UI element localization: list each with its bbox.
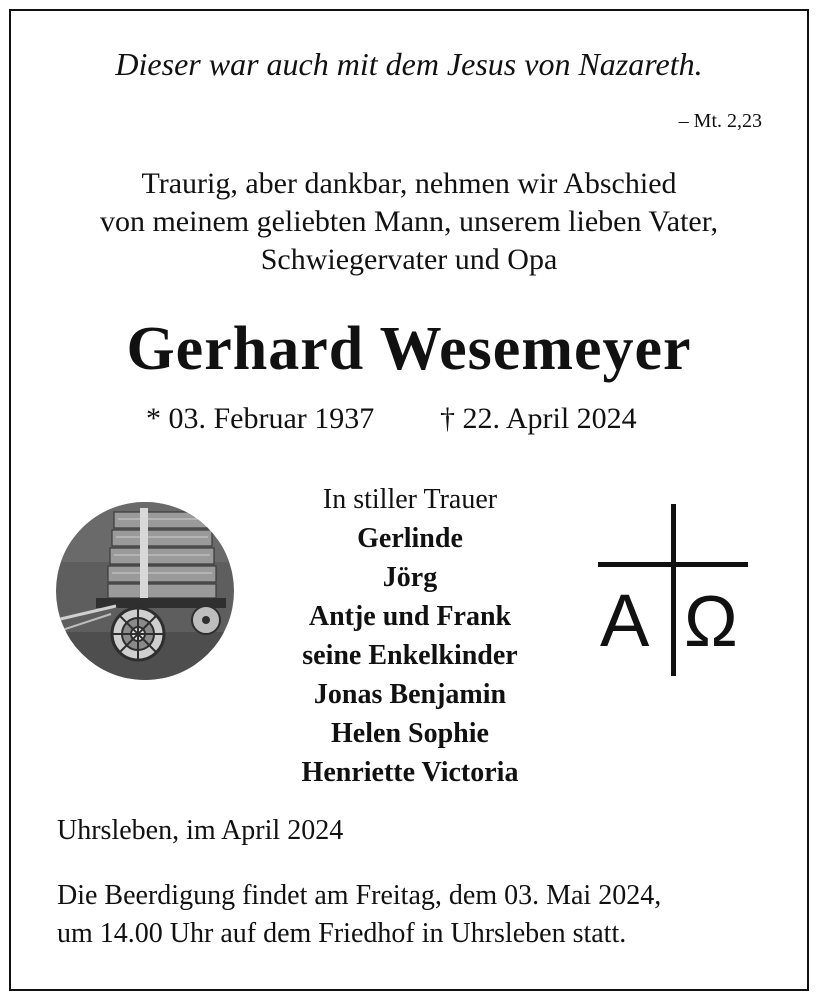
mourners-list (210, 480, 610, 792)
bible-reference: – Mt. 2,23 (678, 110, 762, 132)
intro-line: von meinem geliebten Mann, unserem lieben Vater, (99, 205, 719, 238)
funeral-line: Die Beerdigung findet am Freitag, dem 03. Mai 2024, (57, 880, 662, 911)
intro-line: Traurig, aber dankbar, nehmen wir Abschied (141, 167, 677, 200)
mourner-name: seine Enkelkinder (302, 640, 518, 671)
mourner-name: Antje und Frank (308, 601, 512, 632)
intro-text (0, 165, 818, 279)
mourner-name: Jörg (382, 562, 438, 593)
deceased-name: Gerhard Wesemeyer (126, 315, 692, 383)
mourner-name: Henriette Victoria (301, 757, 519, 788)
funeral-info (57, 877, 661, 953)
bible-quote: Dieser war auch mit dem Jesus von Nazareth. (115, 46, 703, 82)
intro-line: Schwiegervater und Opa (260, 243, 558, 276)
place-and-date: Uhrsleben, im April 2024 (57, 815, 344, 846)
mourners-heading: In stiller Trauer (322, 484, 498, 515)
birth-date: * 03. Februar 1937 (146, 402, 375, 435)
farm-wagon-photo (56, 502, 234, 680)
funeral-line: um 14.00 Uhr auf dem Friedhof in Uhrsleben statt. (57, 918, 627, 949)
omega-glyph: Ω (684, 582, 738, 662)
mourner-name: Gerlinde (357, 523, 463, 554)
mourner-name: Jonas Benjamin (313, 679, 507, 710)
mourner-name: Helen Sophie (331, 718, 489, 749)
death-date: † 22. April 2024 (440, 402, 637, 435)
alpha-glyph: A (600, 579, 650, 662)
cross-alpha-omega-icon (590, 500, 760, 680)
